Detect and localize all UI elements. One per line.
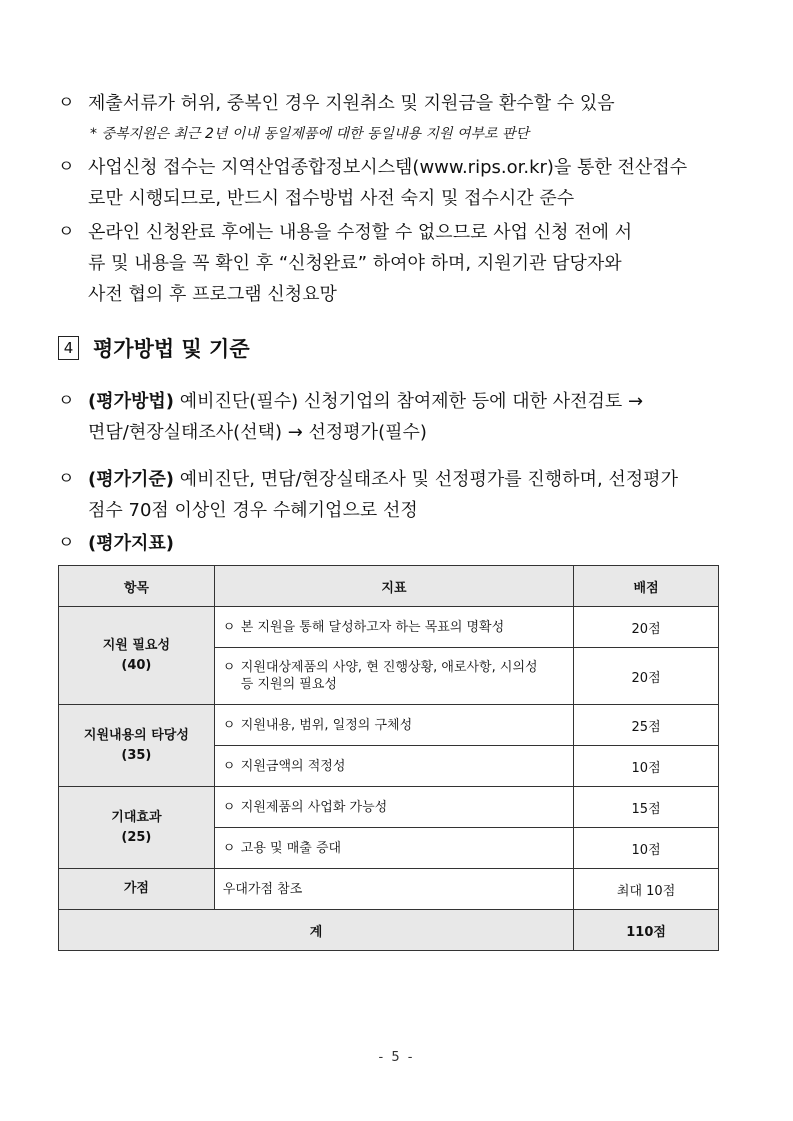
indicator-bullet: ㅇ [222,758,236,774]
bullet-mark: ㅇ [58,533,75,553]
bullet-line: 류 및 내용을 꼭 확인 후 “신청완료” 하여야 하며, 지원기관 담당자와 [88,253,622,274]
indicator-text: 지원대상제품의 사양, 현 진행상황, 애로사항, 시의성 [240,660,538,675]
indicator-bullet: ㅇ [222,660,236,675]
indicator-text: 지원제품의 사업화 가능성 [240,799,388,815]
score-cell: 20점 [574,607,719,648]
bullet-line: 제출서류가 허위, 중복인 경우 지원취소 및 지원금을 환수할 수 있음 [88,93,615,114]
indicator-cell [214,607,573,648]
category-points: (25) [121,829,152,845]
indicator-text: 고용 및 매출 증대 [240,840,342,856]
indicator-cell [214,746,573,787]
bullet-eval-method [58,386,748,448]
table-row-bonus [59,869,719,910]
method-line: 예비진단(필수) 신청기업의 참여제한 등에 대한 사전검토 → [179,391,644,412]
section-number: 4 [58,336,79,360]
category-cell [59,705,215,787]
criteria-line: 예비진단, 면담/현장실태조사 및 선정평가를 진행하며, 선정평가 [179,469,678,490]
score-cell: 10점 [574,746,719,787]
section-heading [58,333,250,363]
indicator-cell [214,787,573,828]
category-points: (35) [121,747,152,763]
bonus-indicator: 우대가점 참조 [214,869,573,910]
category-cell [59,787,215,869]
table-row [59,705,719,746]
bullet-mark: ㅇ [58,469,75,489]
bonus-score: 최대 10점 [574,869,719,910]
total-label: 계 [59,910,574,951]
category-name: 지원내용의 타당성 [83,727,189,743]
criteria-label: (평가기준) [88,469,175,490]
bullet-refund [58,88,748,119]
indicator-text: 지원금액의 적정성 [240,758,346,774]
method-label: (평가방법) [88,391,175,412]
bullet-online-registration [58,152,748,214]
table-row-total [59,910,719,951]
bullet-mark: ㅇ [58,93,75,113]
indicator-text: 지원내용, 범위, 일정의 구체성 [240,717,413,733]
evaluation-table [58,565,719,951]
bullet-confirm-before-submit [58,217,748,310]
criteria-line: 점수 70점 이상인 경우 수혜기업으로 선정 [88,500,418,521]
score-cell: 10점 [574,828,719,869]
indicator-bullet: ㅇ [222,840,236,856]
category-name: 기대효과 [111,809,162,825]
bullet-line: 온라인 신청완료 후에는 내용을 수정할 수 없으므로 사업 신청 전에 서 [88,222,633,243]
table-header-row [59,566,719,607]
method-line: 면담/현장실태조사(선택) → 선정평가(필수) [88,422,427,443]
bullet-mark: ㅇ [58,391,75,411]
indicator-cell [214,648,573,705]
table-row [59,787,719,828]
category-cell [59,607,215,705]
header-score: 배점 [574,566,719,607]
indicator-cell [214,705,573,746]
bullet-eval-indicators [58,528,748,559]
total-score: 110점 [574,910,719,951]
section-title: 평가방법 및 기준 [93,337,250,361]
indicator-bullet: ㅇ [222,717,236,733]
indicator-bullet: ㅇ [222,799,236,815]
bullet-mark: ㅇ [58,222,75,242]
bullet-line: 로만 시행되므로, 반드시 접수방법 사전 숙지 및 접수시간 준수 [88,188,575,209]
category-points: (40) [121,657,152,673]
indicator-label: (평가지표) [88,533,175,554]
page-number: - 5 - [378,1050,415,1065]
duplicate-note: * 중복지원은 최근 2년 이내 동일제품에 대한 동일내용 지원 여부로 판단 [90,126,530,142]
score-cell: 25점 [574,705,719,746]
bullet-line: 사전 협의 후 프로그램 신청요망 [88,284,337,305]
bullet-eval-criteria [58,464,748,526]
score-cell: 15점 [574,787,719,828]
category-name: 지원 필요성 [102,637,171,653]
header-category: 항목 [59,566,215,607]
table-row [59,607,719,648]
bullet-mark: ㅇ [58,157,75,177]
indicator-text: 본 지원을 통해 달성하고자 하는 목표의 명확성 [240,619,505,635]
indicator-text: 등 지원의 필요성 [240,677,337,692]
indicator-bullet: ㅇ [222,619,236,635]
bullet-line: 사업신청 접수는 지역산업종합정보시스템(www.rips.or.kr)을 통한 전산접수 [88,157,688,178]
bonus-category: 가점 [59,869,215,910]
header-indicator: 지표 [214,566,573,607]
indicator-cell [214,828,573,869]
score-cell: 20점 [574,648,719,705]
